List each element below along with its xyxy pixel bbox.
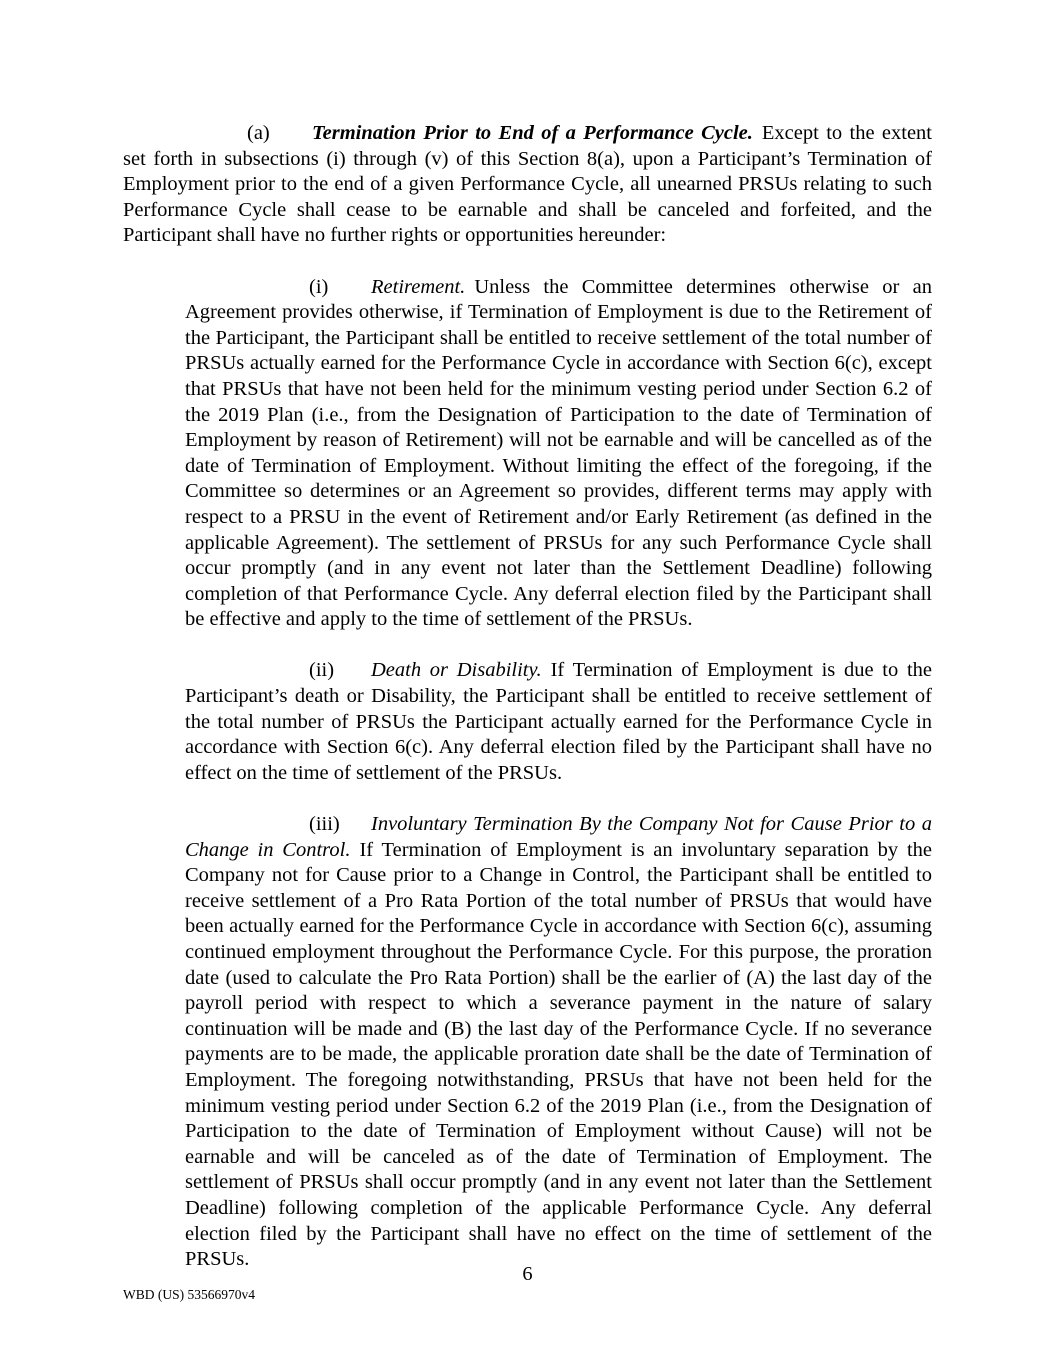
subsection-iii-heading: Involuntary Termination By the Company Not for Cause Prior to a Change in Control. — [185, 813, 932, 861]
subsection-ii-body-text: If Termination of Employment is due to the Participant’s death or Disability, the Participant shall be entitled to receive settlement of the total number of PRSUs the Participant actually earned for the Performance Cycle in accordance with Section 6(c). Any deferral election filed by the Participant shall have no effect on the time of settlement of the PRSUs. — [185, 659, 932, 784]
subsection-i-body-text: Unless the Committee determines otherwise or an Agreement provides otherwise, if Termination of Employment is due to the Retirement of the Participant, the Participant shall be entitled to receive settlement of the total number of PRSUs actually earned for the Performance Cycle in accordance with Section 6(c), except that PRSUs that have not been held for the minimum vesting period under Section 6.2 of the 2019 Plan (i.e., from the Designation of Participation to the date of Termination of Employment by reason of Retirement) will not be earnable and will be cancelled as of the date of Termination of Employment. Without limiting the effect of the foregoing, if the Committee so determines or an Agreement so provides, different terms may apply with respect to a PRSU in the event of Retirement and/or Early Retirement (as defined in the applicable Agreement). The settlement of PRSUs for any such Performance Cycle shall occur promptly (and in any event not later than the Settlement Deadline) following completion of that Performance Cycle. Any deferral election filed by the Participant shall be effective and apply to the time of settlement of the PRSUs. — [185, 275, 932, 631]
section-a-label: (a) — [247, 122, 270, 144]
section-a-body-text: Except to the extent set forth in subsections (i) through (v) of this Section 8(a), upon a Participant’s Termination of Employment prior to the end of a given Performance Cycle, all unearned PRSUs relating to such Performance Cycle shall cease to be earnable and shall be canceled and forfeited, and the Participant shall have no further rights or opportunities hereunder: — [123, 122, 933, 247]
footer-document-id: WBD (US) 53566970v4 — [123, 1287, 255, 1302]
section-a-heading: Termination Prior to End of a Performance Cycle. — [312, 122, 753, 144]
subsection-iii-label: (iii) — [309, 813, 340, 836]
subsection-iii-body-text: If Termination of Employment is an involuntary separation by the Company not for Cause prior to a Change in Control, the Participant shall be entitled to receive settlement of a Pro Rata Portion of the total number of PRSUs that would have been actually earned for the Performance Cycle in accordance with Section 6(c), assuming continued employment throughout the Performance Cycle. For this purpose, the proration date (used to calculate the Pro Rata Portion) shall be the earlier of (A) the last day of the payroll period with respect to which a severance payment in the nature of salary continuation will be made and (B) the last day of the Performance Cycle. If no severance payments are to be made, the applicable proration date shall be the date of Termination of Employment. The foregoing notwithstanding, PRSUs that have not been held for the minimum vesting period under Section 6.2 of the 2019 Plan (i.e., from the Designation of Participation to the date of Termination of Employment without Cause) will not be earnable and will be canceled as of the date of Termination of Employment. The settlement of PRSUs shall occur promptly (and in any event not later than the Settlement Deadline) following completion of the applicable Performance Cycle. Any deferral election filed by the Participant shall have no effect on the time of settlement of the PRSUs. — [185, 838, 933, 1271]
subsection-i-label: (i) — [309, 275, 329, 298]
subsection-i-heading: Retirement. — [371, 275, 466, 298]
subsection-i-paragraph — [185, 275, 932, 633]
document-body — [123, 121, 932, 1298]
section-a-paragraph — [123, 121, 932, 249]
subsection-ii-label: (ii) — [309, 659, 335, 682]
subsection-iii-paragraph — [185, 812, 932, 1273]
subsection-ii-paragraph — [185, 658, 932, 786]
page-number: 6 — [522, 1263, 533, 1285]
subsection-ii-heading: Death or Disability. — [371, 659, 542, 682]
